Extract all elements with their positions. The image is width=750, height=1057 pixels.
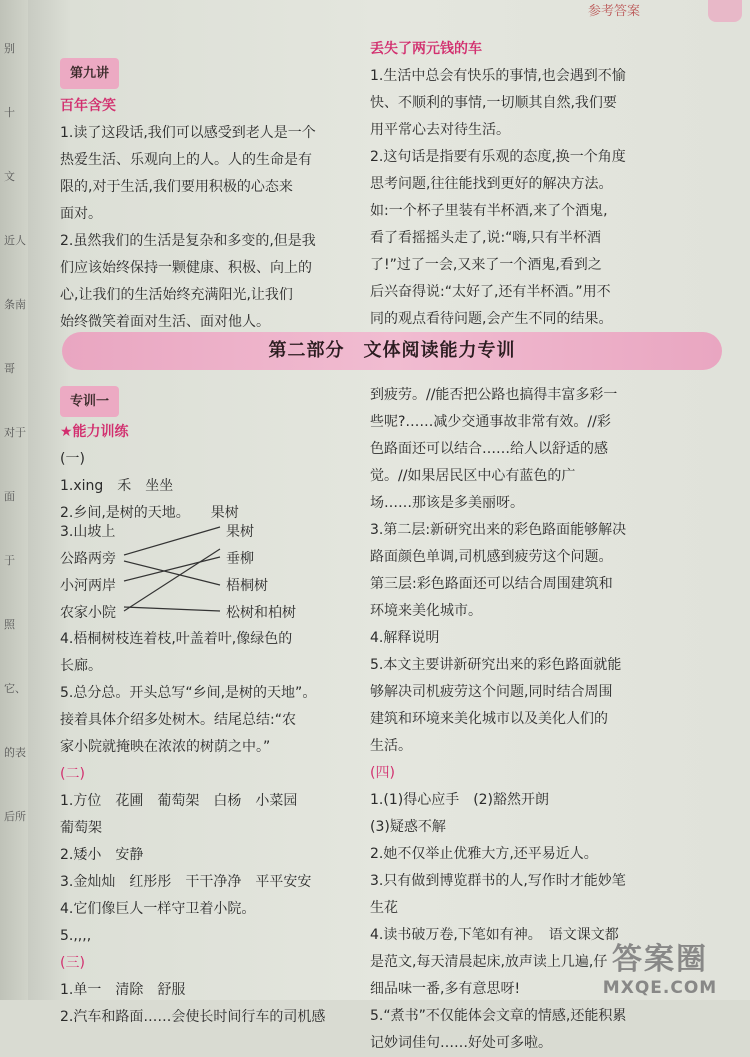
text-line: 建筑和环境来美化城市以及美化人们的 bbox=[370, 711, 608, 727]
header-logo-icon bbox=[708, 0, 742, 22]
text-line: 4.梧桐树枝连着枝,叶盖着叶,像绿色的 bbox=[60, 631, 293, 647]
part4-label: (四) bbox=[370, 765, 395, 781]
part3-lines bbox=[60, 977, 360, 1031]
text-line: 记妙词佳句……好处可多啦。 bbox=[370, 1035, 552, 1051]
page-header-label: 参考答案 bbox=[588, 4, 641, 19]
part1-q2: 2.乡间,是树的天地。 果树 bbox=[60, 505, 239, 521]
part2-label: (二) bbox=[60, 766, 85, 782]
lecture9-block bbox=[60, 58, 360, 336]
part1-rest bbox=[60, 626, 360, 1031]
text-line: 生活。 bbox=[370, 738, 412, 754]
text-line: 心,让我们的生活始终充满阳光,让我们 bbox=[60, 287, 293, 303]
edge-fragment: 文 bbox=[4, 170, 15, 183]
text-line: 5.总分总。开头总写“乡间,是树的天地”。 bbox=[60, 685, 317, 701]
match-line-1 bbox=[124, 527, 220, 555]
part1-q5 bbox=[60, 680, 360, 761]
text-line: 路面颜色单调,司机感到疲劳这个问题。 bbox=[370, 549, 613, 565]
text-line: 始终微笑着面对生活、面对他人。 bbox=[60, 314, 270, 330]
edge-fragment: 条南 bbox=[4, 298, 26, 311]
matching-right-1: 果树 bbox=[226, 524, 254, 540]
part1-q1: 1.xing 禾 坐坐 bbox=[60, 478, 174, 494]
text-line: 些呢?……减少交通事故非常有效。//彩 bbox=[370, 414, 611, 430]
edge-fragment: 的表 bbox=[4, 746, 26, 759]
edge-fragment: 它、 bbox=[4, 682, 26, 695]
text-line: 5.“煮书”不仅能体会文章的情感,还能积累 bbox=[370, 1008, 627, 1024]
edge-fragment: 面 bbox=[4, 490, 15, 503]
match-line-4 bbox=[124, 607, 220, 611]
adjacent-page-edge bbox=[0, 0, 28, 1000]
zhuanxun-block bbox=[60, 386, 360, 527]
text-line: 后兴奋得说:“太好了,还有半杯酒。”用不 bbox=[370, 284, 611, 300]
text-line: 1.读了这段话,我们可以感受到老人是一个 bbox=[60, 125, 316, 141]
text-line: 2.这句话是指要有乐观的态度,换一个角度 bbox=[370, 149, 626, 165]
text-line: 看了看摇摇头走了,说:“嗨,只有半杯酒 bbox=[370, 230, 601, 246]
text-line: 场……那该是多美丽呀。 bbox=[370, 495, 524, 511]
matching-left-1: 3.山坡上 bbox=[60, 524, 116, 540]
matching-left-2: 公路两旁 bbox=[60, 551, 116, 567]
text-line: 用平常心去对待生活。 bbox=[370, 122, 510, 138]
text-line: 觉。//如果居民区中心有蓝色的广 bbox=[370, 468, 576, 484]
watermark-sub: MXQE.COM bbox=[602, 978, 718, 998]
text-line: 够解决司机疲劳这个问题,同时结合周围 bbox=[370, 684, 613, 700]
text-line: 3.第二层:新研究出来的彩色路面能够解决 bbox=[370, 522, 627, 538]
match-line-2 bbox=[124, 561, 220, 585]
text-line: 1.方位 花圃 葡萄架 白杨 小菜园 bbox=[60, 793, 298, 809]
text-line: 2.矮小 安静 bbox=[60, 847, 144, 863]
part1-label: (一) bbox=[60, 451, 85, 467]
text-line: 了!”过了一会,又来了一个酒鬼,看到之 bbox=[370, 257, 602, 273]
part2-lines bbox=[60, 788, 360, 950]
matching-right-4: 松树和柏树 bbox=[226, 605, 296, 621]
text-line: 2.汽车和路面……会使长时间行车的司机感 bbox=[60, 1009, 326, 1025]
part1-q4 bbox=[60, 626, 360, 680]
matching-right-3: 梧桐树 bbox=[226, 578, 268, 594]
text-line: 是范文,每天清晨起床,放声读上几遍,仔 bbox=[370, 954, 608, 970]
part3-label: (三) bbox=[60, 955, 85, 971]
edge-fragment: 对于 bbox=[4, 426, 26, 439]
text-line: 快、不顺利的事情,一切顺其自然,我们要 bbox=[370, 95, 617, 111]
text-line: 3.金灿灿 红彤彤 干干净净 平平安安 bbox=[60, 874, 312, 890]
edge-fragment: 哥 bbox=[4, 362, 15, 375]
part4-lines bbox=[370, 787, 720, 1057]
right-lines bbox=[370, 382, 720, 760]
text-line: 热爱生活、乐观向上的人。人的生命是有 bbox=[60, 152, 312, 168]
text-line: 细品味一番,多有意思呀! bbox=[370, 981, 521, 997]
edge-fragment: 后所 bbox=[4, 810, 26, 823]
watermark-main: 答案圈 bbox=[612, 942, 708, 977]
matching-left-4: 农家小院 bbox=[60, 605, 116, 621]
zhuanxun-tag: 专训一 bbox=[60, 386, 119, 417]
text-line: 生花 bbox=[370, 900, 398, 916]
text-line: 葡萄架 bbox=[60, 820, 102, 836]
text-line: 5.本文主要讲新研究出来的彩色路面就能 bbox=[370, 657, 622, 673]
text-line: 4.读书破万卷,下笔如有神。 语文课文都 bbox=[370, 927, 619, 943]
text-line: 色路面还可以结合……给人以舒适的感 bbox=[370, 441, 608, 457]
text-line: 同的观点看待问题,会产生不同的结果。 bbox=[370, 311, 613, 327]
lecture9-tag: 第九讲 bbox=[60, 58, 119, 89]
matching-left-3: 小河两岸 bbox=[60, 578, 116, 594]
text-line: 思考问题,往往能找到更好的解决方法。 bbox=[370, 176, 613, 192]
matching-lines bbox=[118, 519, 226, 619]
edge-fragment: 十 bbox=[4, 106, 15, 119]
text-line: 2.虽然我们的生活是复杂和多变的,但是我 bbox=[60, 233, 316, 249]
edge-fragment: 照 bbox=[4, 618, 15, 631]
match-line-5 bbox=[124, 549, 220, 611]
text-line: 3.只有做到博览群书的人,写作时才能妙笔 bbox=[370, 873, 626, 889]
text-line: 面对。 bbox=[60, 206, 102, 222]
text-line: 1.(1)得心应手 (2)豁然开朗 bbox=[370, 792, 550, 808]
match-line-3 bbox=[124, 557, 220, 581]
text-line: (3)疑惑不解 bbox=[370, 819, 446, 835]
text-line: 2.她不仅举止优雅大方,还平易近人。 bbox=[370, 846, 598, 862]
text-line: 到疲劳。//能否把公路也搞得丰富多彩一 bbox=[370, 387, 618, 403]
text-line: 1.单一 清除 舒服 bbox=[60, 982, 186, 998]
lost-car-title: 丢失了两元钱的车 bbox=[370, 41, 482, 57]
text-line: 第三层:彩色路面还可以结合周围建筑和 bbox=[370, 576, 613, 592]
text-line: 环境来美化城市。 bbox=[370, 603, 482, 619]
lecture9-section-title: 百年含笑 bbox=[60, 98, 116, 114]
lecture9-lines bbox=[60, 120, 360, 336]
training-title: ★能力训练 bbox=[60, 424, 129, 440]
text-line: 1.生活中总会有快乐的事情,也会遇到不愉 bbox=[370, 68, 626, 84]
text-line: 限的,对于生活,我们要用积极的心态来 bbox=[60, 179, 293, 195]
text-line: 4.解释说明 bbox=[370, 630, 440, 646]
text-line: 4.它们像巨人一样守卫着小院。 bbox=[60, 901, 256, 917]
watermark bbox=[580, 934, 740, 996]
text-line: 们应该始终保持一颗健康、积极、向上的 bbox=[60, 260, 312, 276]
lost-car-block bbox=[370, 36, 720, 333]
text-line: 如:一个杯子里装有半杯酒,来了个酒鬼, bbox=[370, 203, 608, 219]
text-line: 接着具体介绍多处树木。结尾总结:“农 bbox=[60, 712, 296, 728]
lost-car-lines bbox=[370, 63, 720, 333]
edge-fragment: 于 bbox=[4, 554, 15, 567]
edge-fragment: 近人 bbox=[4, 234, 26, 247]
text-line: 家小院就掩映在浓浓的树荫之中。” bbox=[60, 739, 271, 755]
part2-banner: 第二部分 文体阅读能力专训 bbox=[62, 332, 722, 370]
edge-fragment: 别 bbox=[4, 42, 15, 55]
text-line: 5.,,,, bbox=[60, 928, 92, 944]
text-line: 长廊。 bbox=[60, 658, 102, 674]
matching-right-2: 垂柳 bbox=[226, 551, 254, 567]
